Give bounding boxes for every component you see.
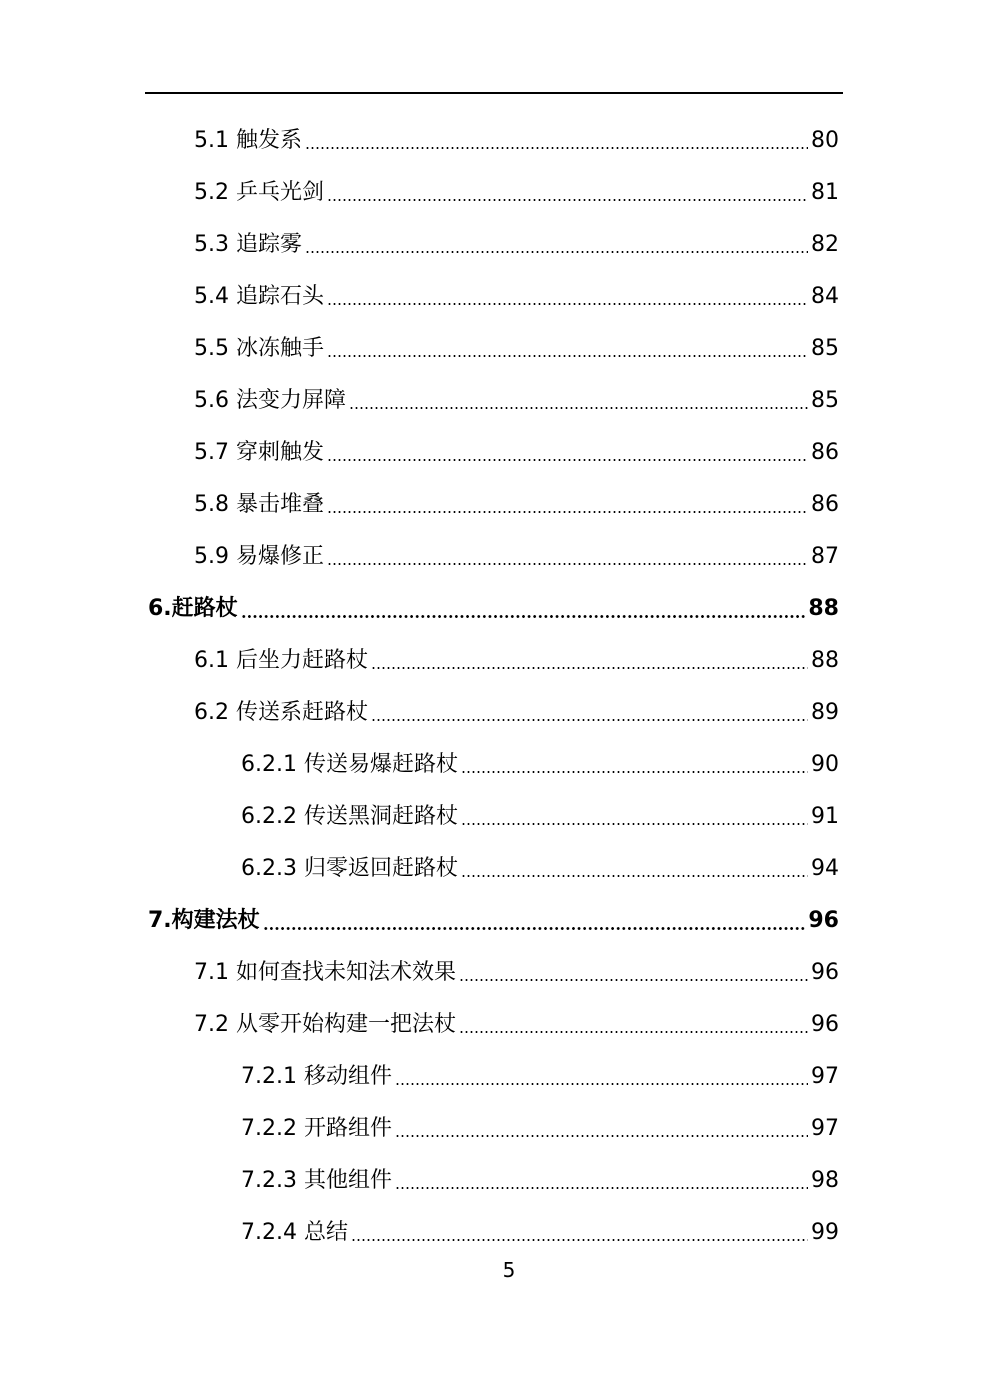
toc-entry-page: 99: [811, 1220, 839, 1245]
toc-entry[interactable]: [194, 427, 839, 479]
toc-entry-label: 6.2.1 传送易爆赶路杖: [241, 752, 458, 777]
toc-entry[interactable]: [194, 219, 839, 271]
toc-entry[interactable]: [194, 115, 839, 167]
toc-dot-leader: [327, 355, 808, 357]
toc-dot-leader: [327, 511, 808, 513]
toc-entry-label: 5.6 法变力屏障: [194, 388, 346, 413]
toc-entry-page: 91: [811, 804, 839, 829]
toc-entry[interactable]: [194, 531, 839, 583]
toc-dot-leader: [459, 1031, 808, 1033]
toc-entry[interactable]: [194, 999, 839, 1051]
toc-dot-leader: [305, 251, 808, 253]
toc-entry-label: 6.2.2 传送黑洞赶路杖: [241, 804, 458, 829]
toc-entry-label: 5.3 追踪雾: [194, 232, 302, 257]
toc-entry-label: 6.2 传送系赶路杖: [194, 700, 368, 725]
toc-entry-label: 5.5 冰冻触手: [194, 336, 324, 361]
toc-entry-label: 7.构建法杖: [148, 908, 260, 933]
toc-entry-page: 98: [811, 1168, 839, 1193]
toc-entry[interactable]: [194, 167, 839, 219]
toc-entry-page: 94: [811, 856, 839, 881]
toc-entry[interactable]: [241, 843, 839, 895]
toc-entry[interactable]: [241, 1155, 839, 1207]
toc-entry-page: 96: [811, 1012, 839, 1037]
toc-entry-page: 96: [808, 908, 839, 933]
toc-entry-label: 5.7 穿刺触发: [194, 440, 324, 465]
toc-entry-label: 7.2.2 开路组件: [241, 1116, 392, 1141]
toc-dot-leader: [327, 199, 808, 201]
toc-dot-leader: [263, 927, 806, 930]
toc-entry[interactable]: [194, 687, 839, 739]
toc-entry-label: 5.4 追踪石头: [194, 284, 324, 309]
toc-entry[interactable]: [241, 1207, 839, 1259]
toc-entry-label: 5.9 易爆修正: [194, 544, 324, 569]
toc-entry[interactable]: [241, 791, 839, 843]
toc-entry-page: 88: [811, 648, 839, 673]
toc-entry-label: 7.1 如何查找未知法术效果: [194, 960, 456, 985]
toc-dot-leader: [305, 147, 808, 149]
toc-dot-leader: [349, 407, 808, 409]
toc-entry[interactable]: [194, 947, 839, 999]
header-rule: [145, 92, 843, 94]
toc-dot-leader: [241, 615, 806, 618]
toc-entry-label: 6.1 后坐力赶路杖: [194, 648, 368, 673]
toc-entry[interactable]: [194, 635, 839, 687]
toc-entry-label: 5.1 触发系: [194, 128, 302, 153]
toc-entry-page: 96: [811, 960, 839, 985]
toc-dot-leader: [327, 303, 808, 305]
toc-entry-label: 6.赶路杖: [148, 596, 238, 621]
toc-entry-page: 80: [811, 128, 839, 153]
toc-entry[interactable]: [194, 479, 839, 531]
toc-entry-label: 5.8 暴击堆叠: [194, 492, 324, 517]
toc-entry-page: 86: [811, 492, 839, 517]
toc-dot-leader: [461, 771, 808, 773]
toc-entry[interactable]: [148, 583, 839, 635]
page-number: 5: [502, 1258, 516, 1282]
toc-dot-leader: [459, 979, 808, 981]
toc-entry-page: 97: [811, 1116, 839, 1141]
toc-entry[interactable]: [241, 1103, 839, 1155]
toc-entry[interactable]: [241, 739, 839, 791]
toc-dot-leader: [371, 719, 808, 721]
toc-dot-leader: [395, 1083, 808, 1085]
toc-dot-leader: [461, 875, 808, 877]
toc-dot-leader: [327, 563, 808, 565]
toc-entry-page: 85: [811, 336, 839, 361]
toc-entry[interactable]: [194, 375, 839, 427]
toc-dot-leader: [461, 823, 808, 825]
toc-dot-leader: [351, 1239, 808, 1241]
toc-entry-page: 88: [808, 596, 839, 621]
toc-entry[interactable]: [148, 895, 839, 947]
toc-entry-page: 86: [811, 440, 839, 465]
toc-entry-label: 6.2.3 归零返回赶路杖: [241, 856, 458, 881]
toc-entry-label: 7.2.3 其他组件: [241, 1168, 392, 1193]
toc-dot-leader: [395, 1187, 808, 1189]
toc-entry-label: 7.2.1 移动组件: [241, 1064, 392, 1089]
toc-entry-page: 85: [811, 388, 839, 413]
toc-entry-page: 82: [811, 232, 839, 257]
toc-entry-page: 84: [811, 284, 839, 309]
toc-entry-page: 89: [811, 700, 839, 725]
toc-entry[interactable]: [194, 323, 839, 375]
toc-dot-leader: [395, 1135, 808, 1137]
toc-entry[interactable]: [194, 271, 839, 323]
toc-entry-label: 7.2 从零开始构建一把法杖: [194, 1012, 456, 1037]
toc-entry-page: 90: [811, 752, 839, 777]
toc-entry-page: 87: [811, 544, 839, 569]
toc-dot-leader: [327, 459, 808, 461]
toc-entry-page: 97: [811, 1064, 839, 1089]
toc-entry-label: 7.2.4 总结: [241, 1220, 348, 1245]
toc-entry-page: 81: [811, 180, 839, 205]
toc-dot-leader: [371, 667, 808, 669]
toc-entry-label: 5.2 乒乓光剑: [194, 180, 324, 205]
toc-entry[interactable]: [241, 1051, 839, 1103]
